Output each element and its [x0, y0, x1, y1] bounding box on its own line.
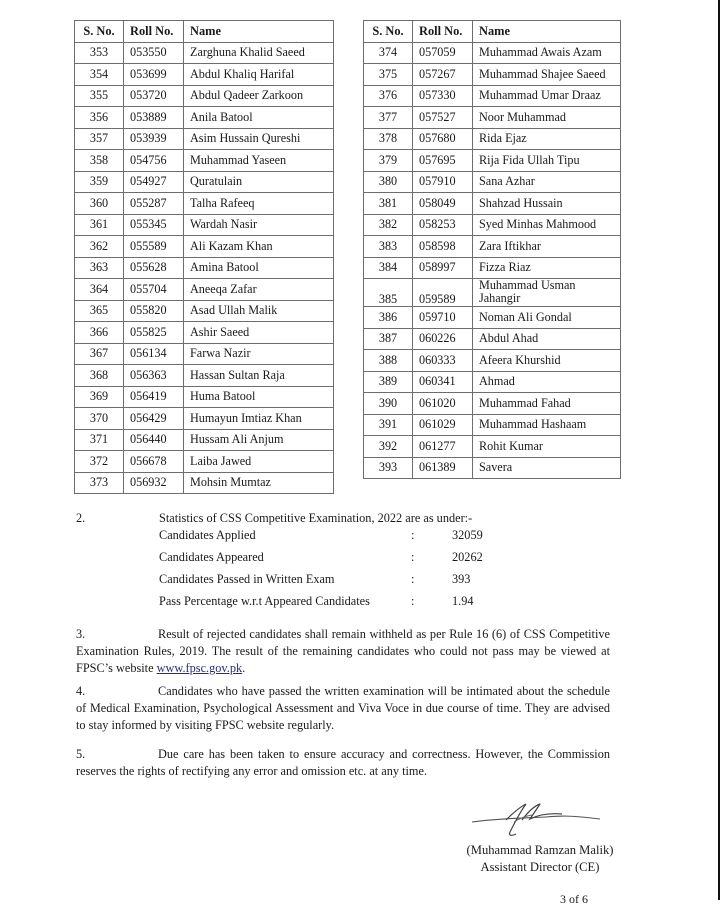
cell-roll: 055820 [124, 300, 184, 322]
section-4-number: 4. [76, 684, 86, 698]
table-row [364, 128, 621, 150]
stat-value: 32059 [452, 528, 483, 542]
header-name: Name [184, 21, 334, 43]
stat-label: Candidates Appeared [159, 550, 264, 564]
section-5-text: Due care has been taken to ensure accuracy and correctness. However, the Commission reserves the rights of rectifying any error and omission etc. at any time. [76, 747, 610, 778]
table-row [75, 171, 334, 193]
cell-roll: 058997 [413, 257, 473, 279]
table-row [75, 408, 334, 430]
header-sno: S. No. [75, 21, 124, 43]
header-roll: Roll No. [124, 21, 184, 43]
table-row [75, 322, 334, 344]
cell-roll: 056932 [124, 472, 184, 494]
cell-roll: 061277 [413, 436, 473, 458]
cell-name: Laiba Jawed [184, 451, 334, 473]
cell-roll: 057910 [413, 171, 473, 193]
cell-name: Zara Iftikhar [473, 236, 621, 258]
table-row [364, 171, 621, 193]
cell-sno: 357 [75, 128, 124, 150]
cell-name: Shahzad Hussain [473, 193, 621, 215]
cell-sno: 389 [364, 371, 413, 393]
results-table-left [74, 20, 334, 494]
cell-sno: 384 [364, 257, 413, 279]
table-row [75, 193, 334, 215]
cell-name: Asad Ullah Malik [184, 300, 334, 322]
cell-sno: 360 [75, 193, 124, 215]
cell-sno: 387 [364, 328, 413, 350]
cell-roll: 056440 [124, 429, 184, 451]
cell-roll: 055628 [124, 257, 184, 279]
cell-name: Muhammad Usman Jahangir [473, 279, 621, 307]
cell-sno: 383 [364, 236, 413, 258]
cell-name: Muhammad Yaseen [184, 150, 334, 172]
cell-roll: 056419 [124, 386, 184, 408]
cell-name: Rida Ejaz [473, 128, 621, 150]
cell-name: Muhammad Awais Azam [473, 42, 621, 64]
table-row [364, 414, 621, 436]
stat-separator: : [411, 550, 415, 564]
table-row [364, 236, 621, 258]
cell-roll: 055825 [124, 322, 184, 344]
table-row [75, 279, 334, 301]
header-roll: Roll No. [413, 21, 473, 43]
cell-roll: 061020 [413, 393, 473, 415]
table-row [364, 393, 621, 415]
cell-roll: 056429 [124, 408, 184, 430]
table-row [364, 457, 621, 479]
stat-value: 393 [452, 572, 471, 586]
table-row [364, 214, 621, 236]
cell-roll: 053699 [124, 64, 184, 86]
table-row [364, 193, 621, 215]
table-row [75, 343, 334, 365]
table-row [364, 350, 621, 372]
table-row [75, 451, 334, 473]
cell-name: Wardah Nasir [184, 214, 334, 236]
section-4-text: Candidates who have passed the written examination will be intimated about the schedule of Medical Examination, Psychological Assessment and Viva Voce in due course of time. They are advised to stay informed by visiting FPSC website regularly. [76, 684, 610, 732]
cell-sno: 379 [364, 150, 413, 172]
cell-sno: 386 [364, 307, 413, 329]
table-row [364, 85, 621, 107]
cell-sno: 373 [75, 472, 124, 494]
cell-roll: 056134 [124, 343, 184, 365]
section-3-end: . [242, 661, 246, 675]
cell-sno: 380 [364, 171, 413, 193]
cell-name: Aneeqa Zafar [184, 279, 334, 301]
cell-roll: 058253 [413, 214, 473, 236]
section-3-paragraph [76, 626, 610, 677]
table-row [364, 436, 621, 458]
table-row [364, 150, 621, 172]
cell-roll: 057059 [413, 42, 473, 64]
stat-label: Candidates Applied [159, 528, 256, 542]
cell-roll: 054756 [124, 150, 184, 172]
cell-sno: 391 [364, 414, 413, 436]
cell-roll: 057695 [413, 150, 473, 172]
cell-sno: 392 [364, 436, 413, 458]
cell-roll: 053550 [124, 42, 184, 64]
cell-name: Abdul Ahad [473, 328, 621, 350]
cell-sno: 356 [75, 107, 124, 129]
stat-separator: : [411, 594, 415, 608]
table-row [75, 85, 334, 107]
cell-name: Anila Batool [184, 107, 334, 129]
cell-roll: 060333 [413, 350, 473, 372]
statistics-row [159, 528, 483, 550]
fpsc-website-link[interactable]: www.fpsc.gov.pk [156, 661, 243, 675]
table-header-row [75, 21, 334, 43]
stat-value: 1.94 [452, 594, 474, 608]
header-name: Name [473, 21, 621, 43]
signatory-name: (Muhammad Ramzan Malik) [466, 843, 614, 857]
cell-sno: 355 [75, 85, 124, 107]
stat-label: Candidates Passed in Written Exam [159, 572, 335, 586]
section-4-paragraph [76, 683, 610, 734]
cell-name: Mohsin Mumtaz [184, 472, 334, 494]
cell-sno: 375 [364, 64, 413, 86]
cell-sno: 364 [75, 279, 124, 301]
cell-sno: 393 [364, 457, 413, 479]
cell-name: Sana Azhar [473, 171, 621, 193]
cell-roll: 054927 [124, 171, 184, 193]
signature-icon [470, 800, 610, 840]
cell-roll: 058598 [413, 236, 473, 258]
cell-name: Huma Batool [184, 386, 334, 408]
cell-roll: 056678 [124, 451, 184, 473]
cell-sno: 378 [364, 128, 413, 150]
table-row [75, 107, 334, 129]
cell-name: Ahmad [473, 371, 621, 393]
cell-roll: 058049 [413, 193, 473, 215]
cell-roll: 057330 [413, 85, 473, 107]
cell-sno: 381 [364, 193, 413, 215]
cell-roll: 057267 [413, 64, 473, 86]
table-row [364, 307, 621, 329]
cell-name: Amina Batool [184, 257, 334, 279]
cell-roll: 053720 [124, 85, 184, 107]
cell-roll: 059710 [413, 307, 473, 329]
results-table-right [363, 20, 621, 479]
cell-name: Humayun Imtiaz Khan [184, 408, 334, 430]
cell-roll: 060226 [413, 328, 473, 350]
cell-name: Noman Ali Gondal [473, 307, 621, 329]
stat-value: 20262 [452, 550, 483, 564]
table-row [364, 64, 621, 86]
cell-name: Muhammad Fahad [473, 393, 621, 415]
cell-sno: 374 [364, 42, 413, 64]
cell-roll: 060341 [413, 371, 473, 393]
table-row [75, 300, 334, 322]
cell-name: Ashir Saeed [184, 322, 334, 344]
table-row [75, 429, 334, 451]
statistics-block [159, 511, 483, 616]
table-row [364, 328, 621, 350]
cell-name: Abdul Qadeer Zarkoon [184, 85, 334, 107]
cell-name: Farwa Nazir [184, 343, 334, 365]
cell-sno: 365 [75, 300, 124, 322]
cell-sno: 361 [75, 214, 124, 236]
statistics-row [159, 594, 472, 616]
cell-name: Muhammad Shajee Saeed [473, 64, 621, 86]
cell-roll: 059589 [413, 279, 473, 307]
cell-roll: 055704 [124, 279, 184, 301]
signatory-designation: Assistant Director (CE) [480, 860, 600, 874]
cell-name: Afeera Khurshid [473, 350, 621, 372]
table-row [364, 42, 621, 64]
statistics-row [159, 572, 472, 594]
cell-roll: 055287 [124, 193, 184, 215]
cell-sno: 390 [364, 393, 413, 415]
cell-sno: 388 [364, 350, 413, 372]
stat-separator: : [411, 572, 415, 586]
table-row [75, 42, 334, 64]
table-row [364, 257, 621, 279]
cell-sno: 359 [75, 171, 124, 193]
cell-roll: 057680 [413, 128, 473, 150]
section-2-number: 2. [76, 511, 86, 525]
stat-separator: : [411, 528, 415, 542]
cell-roll: 055345 [124, 214, 184, 236]
table-row [75, 472, 334, 494]
cell-sno: 369 [75, 386, 124, 408]
cell-name: Quratulain [184, 171, 334, 193]
cell-name: Noor Muhammad [473, 107, 621, 129]
cell-name: Zarghuna Khalid Saeed [184, 42, 334, 64]
statistics-title: Statistics of CSS Competitive Examination, 2022 are as under:- [159, 511, 473, 525]
cell-name: Fizza Riaz [473, 257, 621, 279]
cell-name: Rija Fida Ullah Tipu [473, 150, 621, 172]
cell-sno: 376 [364, 85, 413, 107]
table-row [75, 257, 334, 279]
cell-name: Ali Kazam Khan [184, 236, 334, 258]
cell-name: Asim Hussain Qureshi [184, 128, 334, 150]
cell-roll: 053889 [124, 107, 184, 129]
table-row [75, 64, 334, 86]
cell-roll: 061029 [413, 414, 473, 436]
cell-name: Talha Rafeeq [184, 193, 334, 215]
cell-sno: 368 [75, 365, 124, 387]
table-row [75, 386, 334, 408]
cell-sno: 372 [75, 451, 124, 473]
cell-roll: 055589 [124, 236, 184, 258]
table-row [75, 365, 334, 387]
cell-roll: 056363 [124, 365, 184, 387]
cell-name: Muhammad Umar Draaz [473, 85, 621, 107]
section-3-text: Result of rejected candidates shall remain withheld as per Rule 16 (6) of CSS Competitive Examination Rules, 2019. The result of the remaining candidates who could not pass may be viewed at FPSC’s website [76, 627, 610, 675]
cell-name: Hassan Sultan Raja [184, 365, 334, 387]
cell-roll: 057527 [413, 107, 473, 129]
section-5-paragraph [76, 746, 610, 780]
statistics-row [159, 550, 483, 572]
table-row [364, 107, 621, 129]
section-5-number: 5. [76, 747, 86, 761]
cell-roll: 053939 [124, 128, 184, 150]
cell-sno: 363 [75, 257, 124, 279]
cell-sno: 377 [364, 107, 413, 129]
cell-sno: 358 [75, 150, 124, 172]
cell-name: Rohit Kumar [473, 436, 621, 458]
table-row [75, 128, 334, 150]
table-row [364, 371, 621, 393]
cell-name: Muhammad Hashaam [473, 414, 621, 436]
cell-name: Abdul Khaliq Harifal [184, 64, 334, 86]
cell-sno: 367 [75, 343, 124, 365]
section-3-number: 3. [76, 627, 86, 641]
cell-sno: 371 [75, 429, 124, 451]
table-header-row [364, 21, 621, 43]
cell-name: Hussam Ali Anjum [184, 429, 334, 451]
table-row [75, 150, 334, 172]
cell-sno: 353 [75, 42, 124, 64]
signatory-block [440, 842, 640, 876]
cell-sno: 382 [364, 214, 413, 236]
cell-name: Savera [473, 457, 621, 479]
header-sno: S. No. [364, 21, 413, 43]
table-row [75, 236, 334, 258]
table-row [364, 279, 621, 307]
cell-name: Syed Minhas Mahmood [473, 214, 621, 236]
table-row [75, 214, 334, 236]
cell-sno: 370 [75, 408, 124, 430]
cell-roll: 061389 [413, 457, 473, 479]
cell-sno: 385 [364, 279, 413, 307]
cell-sno: 354 [75, 64, 124, 86]
page-number: 3 of 6 [560, 892, 588, 906]
cell-sno: 366 [75, 322, 124, 344]
stat-label: Pass Percentage w.r.t Appeared Candidates [159, 594, 370, 608]
cell-sno: 362 [75, 236, 124, 258]
